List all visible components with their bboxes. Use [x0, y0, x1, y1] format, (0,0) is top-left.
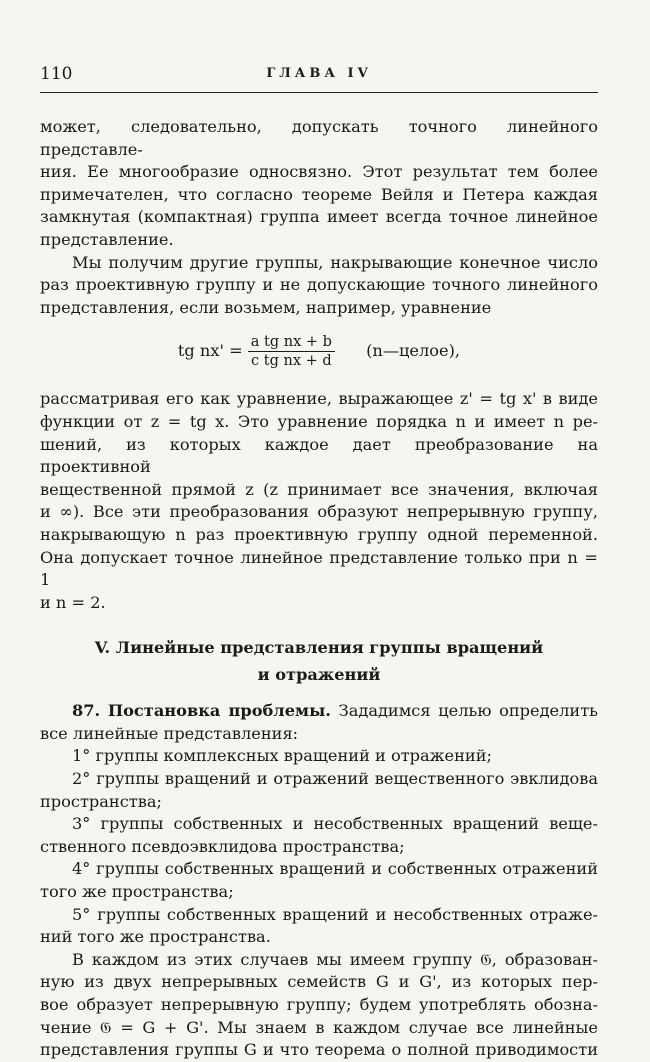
- text-line: рассматривая его как уравнение, выражающее z' = tg x' в виде: [40, 389, 598, 409]
- text-line: Мы получим другие группы, накрывающие конечное число: [72, 252, 598, 272]
- text-line: накрывающую n раз проективную группу одной переменной.: [40, 524, 598, 544]
- paragraph-5: [40, 949, 598, 1062]
- paragraph-title: Постановка проблемы.: [107, 701, 331, 721]
- text-line: может, следовательно, допускать точного линейного представле-: [40, 117, 598, 159]
- text-line: и ∞). Все эти преобразования образуют непрерывную группу,: [40, 502, 598, 522]
- equation-fraction: [248, 333, 335, 370]
- equation: [40, 333, 598, 370]
- text-line: ную из двух непрерывных семейств G и G', из которых пер-: [40, 972, 598, 992]
- list-item-continuation: пространства;: [40, 791, 162, 811]
- text-line: В каждом из этих случаев мы имеем группу 𝔊, образован-: [72, 949, 598, 969]
- text-line: замкнутая (компактная) группа имеет всегда точное линейное: [40, 207, 598, 227]
- text-line: функции от z = tg x. Это уравнение порядка n и имеет n ре-: [40, 411, 598, 431]
- text-line: представления, если возьмем, например, уравнение: [40, 297, 492, 317]
- list-item-continuation: ний того же пространства.: [40, 927, 271, 947]
- text-line: чение 𝔊 = G + G'. Мы знаем в каждом случае все линейные: [40, 1017, 598, 1037]
- section-heading: [40, 634, 598, 688]
- text-line: представление.: [40, 229, 174, 249]
- text-line: все линейные представления:: [40, 723, 299, 743]
- equation-lhs: tg nx' =: [177, 341, 243, 361]
- list-item: 2° группы вращений и отражений вещественного эвклидова: [72, 769, 598, 789]
- list-item: 3° группы собственных и несобственных вращений веще-: [72, 814, 598, 834]
- enumerated-list: [40, 745, 598, 948]
- text-line: Она допускает точное линейное представление только при n = 1: [40, 547, 598, 590]
- fraction-numerator: a tg nx + b: [248, 333, 335, 352]
- text-line: ния. Ее многообразие односвязно. Этот результат тем более: [40, 162, 598, 182]
- section-title-line: V. Линейные представления группы вращений: [94, 638, 544, 658]
- fraction-denominator: c tg nx + d: [251, 353, 332, 370]
- list-item: 4° группы собственных вращений и собственных отражений: [72, 859, 598, 879]
- paragraph-2: [40, 252, 598, 320]
- running-head: ГЛАВА IV: [266, 66, 372, 81]
- page-body: [40, 116, 598, 1062]
- list-item-continuation: того же пространства;: [40, 882, 234, 902]
- paragraph-number: 87.: [72, 701, 101, 721]
- list-item: 1° группы комплексных вращений и отражений;: [72, 746, 492, 766]
- paragraph-4: [40, 700, 598, 745]
- text-line: вое образует непрерывную группу; будем употреблять обозна-: [40, 995, 598, 1014]
- header-rule: [40, 92, 598, 93]
- text-fragment: Зададимся целью определить: [338, 701, 598, 721]
- list-item-continuation: ственного псевдоэвклидова пространства;: [40, 836, 405, 856]
- section-title-line: и отражений: [257, 665, 381, 685]
- paragraph-3: [40, 388, 598, 614]
- list-item: 5° группы собственных вращений и несобственных отраже-: [72, 904, 598, 924]
- text-line: вещественной прямой z (z принимает все значения, включая: [40, 479, 598, 499]
- text-line: и n = 2.: [40, 592, 106, 612]
- page-number: 110: [40, 64, 73, 84]
- page-header: [40, 64, 598, 86]
- text-line: шений, из которых каждое дает преобразование на проективной: [40, 434, 598, 477]
- text-line: [40, 700, 598, 723]
- text-line: примечателен, что согласно теореме Вейля и Петера каждая: [40, 184, 598, 204]
- paragraph-1: [40, 116, 598, 252]
- text-line: представления группы G и что теорема о полной приводимости: [40, 1040, 598, 1060]
- equation-condition: (n—целое),: [366, 341, 461, 361]
- text-line: раз проективную группу и не допускающие точного линейного: [40, 275, 598, 295]
